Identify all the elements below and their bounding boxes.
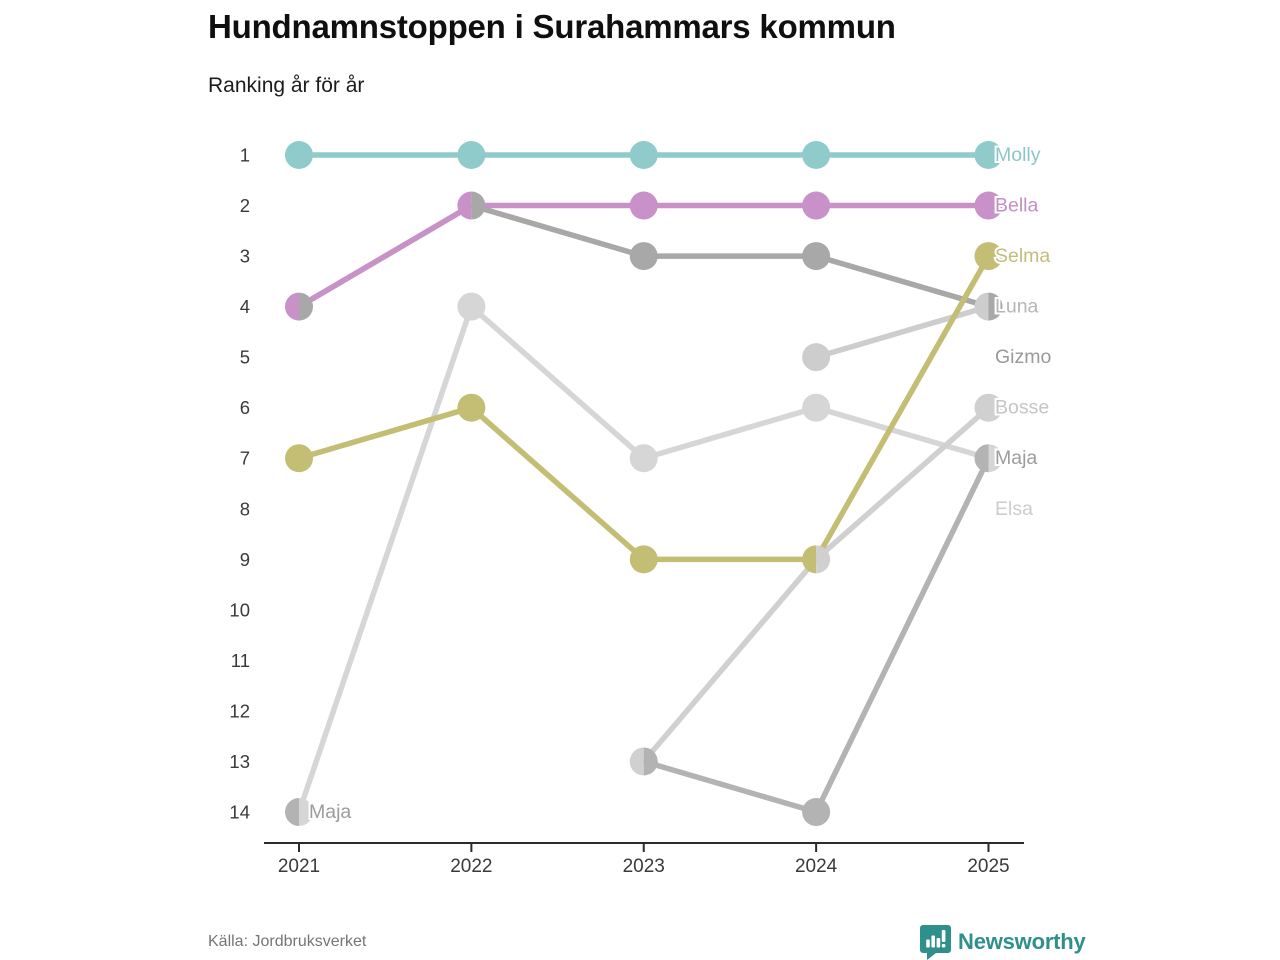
data-point-bella-2024 — [802, 192, 830, 220]
data-point-molly-2023 — [630, 141, 658, 169]
data-point-gizmo-2024 — [802, 343, 830, 371]
y-tick-13: 13 — [229, 750, 250, 772]
data-point-elsa-2022 — [457, 293, 485, 321]
series-line-elsa — [644, 408, 816, 459]
series-line-luna — [471, 206, 643, 257]
x-tick-label-2024: 2024 — [794, 856, 838, 877]
series-line-bella — [299, 206, 471, 307]
series-label-luna: Luna — [995, 295, 1039, 318]
series-line-selma — [471, 408, 643, 560]
series-start-label-maja: Maja — [309, 801, 352, 824]
x-tick-label-2025: 2025 — [967, 856, 1010, 877]
source-note: Källa: Jordbruksverket — [208, 933, 367, 950]
series-line-bosse — [644, 559, 816, 761]
series-line-selma — [299, 408, 471, 459]
chart-subtitle: Ranking år för år — [208, 74, 365, 97]
data-point-maja-2024 — [802, 798, 830, 826]
y-tick-2: 2 — [239, 195, 250, 217]
data-point-molly-2022 — [457, 141, 485, 169]
series-label-elsa: Elsa — [995, 497, 1033, 520]
data-point-luna-2023 — [630, 242, 658, 270]
brand-logo — [920, 924, 1086, 960]
series-line-elsa — [471, 307, 643, 459]
data-point-selma-2022 — [457, 394, 485, 422]
data-point-luna-2024 — [802, 242, 830, 270]
series-line-elsa — [299, 307, 471, 812]
y-tick-11: 11 — [230, 649, 250, 671]
brand-name: Newsworthy — [958, 929, 1086, 954]
series-label-molly: Molly — [995, 144, 1041, 166]
data-point-molly-2021 — [285, 141, 313, 169]
series-label-maja: Maja — [995, 447, 1038, 470]
series-label-bella: Bella — [995, 194, 1039, 217]
data-point-gizmo-2025 — [975, 293, 989, 321]
x-tick-label-2021: 2021 — [277, 856, 321, 877]
y-tick-9: 9 — [239, 548, 250, 570]
x-tick-label-2022: 2022 — [450, 856, 493, 877]
y-tick-6: 6 — [239, 397, 250, 419]
data-point-bella-2021 — [285, 293, 299, 321]
data-point-luna-2022 — [471, 192, 485, 220]
y-tick-4: 4 — [239, 296, 250, 318]
y-tick-10: 10 — [229, 599, 250, 621]
y-tick-8: 8 — [239, 498, 250, 520]
y-tick-5: 5 — [239, 346, 250, 368]
series-label-bosse: Bosse — [995, 396, 1050, 419]
page-title: Hundnamnstoppen i Surahammars kommun — [208, 8, 896, 45]
data-point-selma-2023 — [630, 545, 658, 573]
series-line-maja — [644, 761, 816, 812]
x-tick-label-2023: 2023 — [622, 856, 665, 877]
data-point-maja-2021 — [285, 798, 299, 826]
y-tick-3: 3 — [239, 245, 250, 267]
data-point-maja-2025 — [975, 444, 989, 472]
y-tick-14: 14 — [229, 801, 250, 823]
data-point-elsa-2024 — [802, 394, 830, 422]
series-label-gizmo: Gizmo — [995, 346, 1052, 369]
data-point-bosse-2023 — [630, 747, 644, 775]
series-line-gizmo — [816, 307, 988, 358]
data-point-elsa-2023 — [630, 444, 658, 472]
y-tick-12: 12 — [229, 700, 250, 722]
bar-chart-pin-icon — [920, 924, 951, 960]
y-tick-1: 1 — [239, 144, 250, 166]
y-tick-7: 7 — [239, 447, 250, 469]
data-point-bella-2023 — [630, 192, 658, 220]
data-point-molly-2024 — [802, 141, 830, 169]
series-label-selma: Selma — [995, 245, 1051, 268]
data-point-selma-2021 — [285, 444, 313, 472]
